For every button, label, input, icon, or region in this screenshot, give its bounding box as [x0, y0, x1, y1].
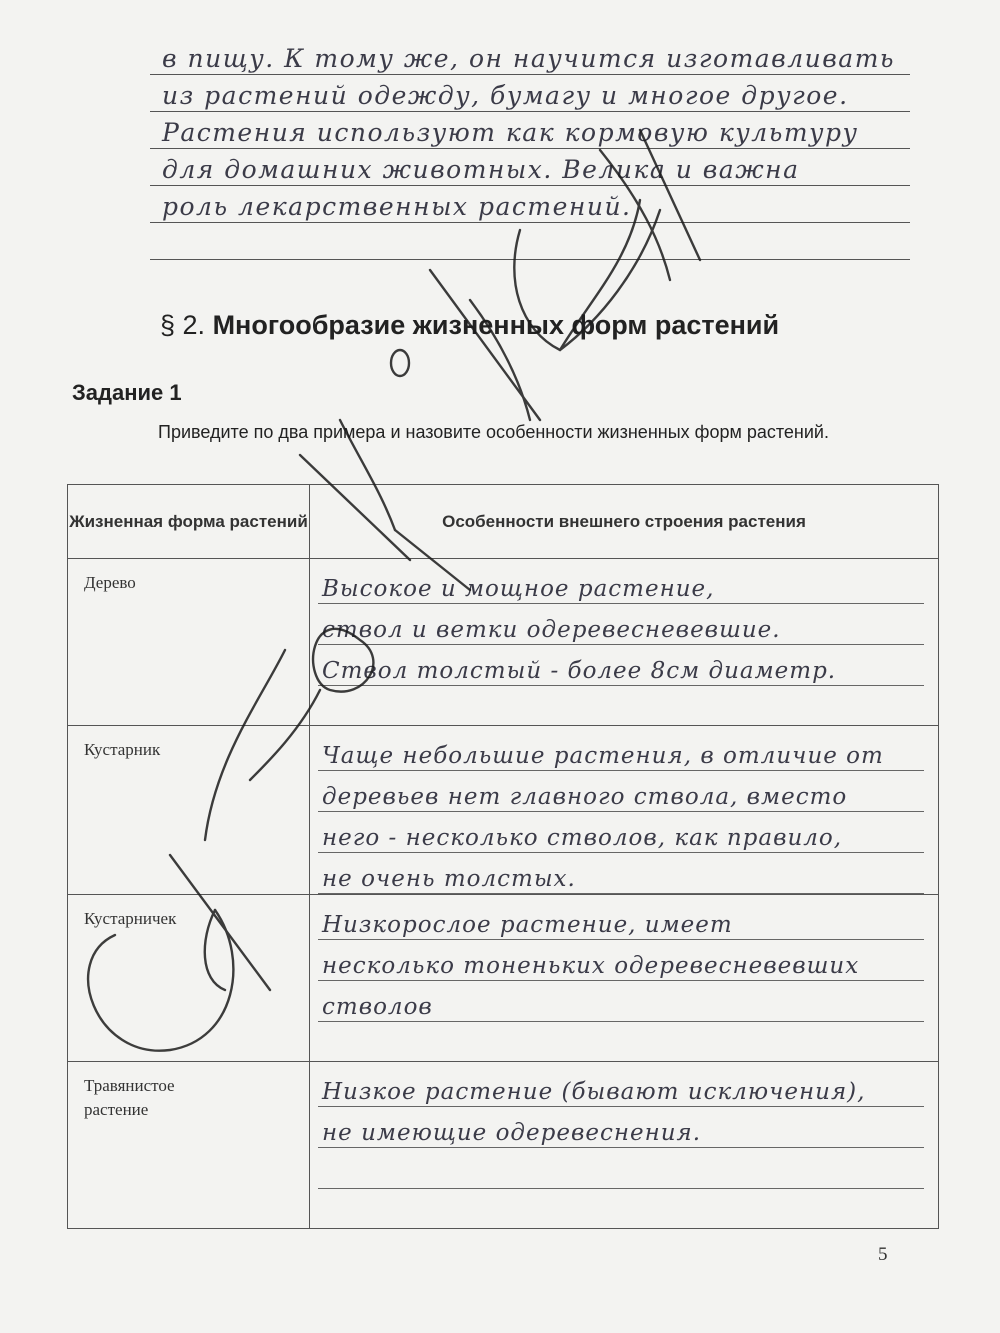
answer-text: Ствол толстый - более 8см диаметр. [322, 658, 837, 684]
answer-line [318, 1148, 924, 1189]
answer-line [318, 563, 924, 604]
answer-lines [310, 559, 938, 686]
section-heading: Многообразие жизненных форм растений [212, 310, 780, 340]
answer-lines [310, 726, 938, 894]
section-number: § 2. [160, 310, 206, 340]
intro-text: из растений одежду, бумагу и многое другое. [162, 81, 849, 110]
header-life-form: Жизненная форма растений [68, 485, 310, 559]
table-row [68, 895, 939, 1062]
life-forms-table [67, 484, 939, 1229]
answer-text: Низкое растение (бывают исключения), [322, 1079, 866, 1105]
answer-text: него - несколько стволов, как правило, [322, 825, 843, 851]
intro-text: Растения используют как кормовую культуру [162, 118, 859, 147]
answer-line [318, 853, 924, 894]
intro-line [150, 223, 910, 260]
intro-line [150, 149, 910, 186]
intro-text: роль лекарственных растений. [162, 192, 632, 221]
life-form-name: Дерево [84, 573, 136, 592]
header-features: Особенности внешнего строения растения [310, 485, 939, 559]
table-row [68, 726, 939, 895]
answer-line [318, 1066, 924, 1107]
intro-line [150, 186, 910, 223]
answer-line [318, 940, 924, 981]
answer-text: ствол и ветки одеревесневевшие. [322, 617, 781, 643]
scribble-stroke [430, 270, 540, 420]
answer-line [318, 981, 924, 1022]
answer-line [318, 1107, 924, 1148]
answer-text: не очень толстых. [322, 866, 576, 892]
intro-text: в пищу. К тому же, он научится изготавливать [162, 44, 896, 73]
table-header-row [68, 485, 939, 559]
answer-text: не имеющие одеревеснения. [322, 1120, 702, 1146]
answer-text: стволов [322, 994, 433, 1020]
scribble-loop [391, 350, 409, 376]
answer-lines [310, 1062, 938, 1189]
intro-line [150, 38, 910, 75]
life-form-name: Кустарник [84, 740, 161, 759]
answer-line [318, 899, 924, 940]
answer-line [318, 812, 924, 853]
page-number: 5 [878, 1244, 888, 1265]
answer-line [318, 730, 924, 771]
task-heading: Задание 1 [72, 380, 182, 405]
table-row [68, 559, 939, 726]
answer-line [318, 771, 924, 812]
task-instructions: Приведите по два примера и назовите особенности жизненных форм растений. [158, 422, 829, 442]
answer-text: Чаще небольшие растения, в отличие от [322, 743, 884, 769]
life-form-name: Травянистое растение [84, 1076, 175, 1119]
answer-line [318, 645, 924, 686]
answer-lines [310, 895, 938, 1022]
answer-text: деревьев нет главного ствола, вместо [322, 784, 848, 810]
intro-line [150, 75, 910, 112]
handwritten-intro [150, 38, 910, 260]
answer-text: несколько тоненьких одеревесневевших [322, 953, 860, 979]
table-row [68, 1062, 939, 1229]
answer-line [318, 604, 924, 645]
answer-text: Высокое и мощное растение, [322, 576, 715, 602]
intro-text: для домашних животных. Велика и важна [162, 155, 800, 184]
life-form-name: Кустарничек [84, 909, 177, 928]
answer-text: Низкорослое растение, имеет [322, 912, 733, 938]
intro-line [150, 112, 910, 149]
section-title [160, 310, 779, 341]
